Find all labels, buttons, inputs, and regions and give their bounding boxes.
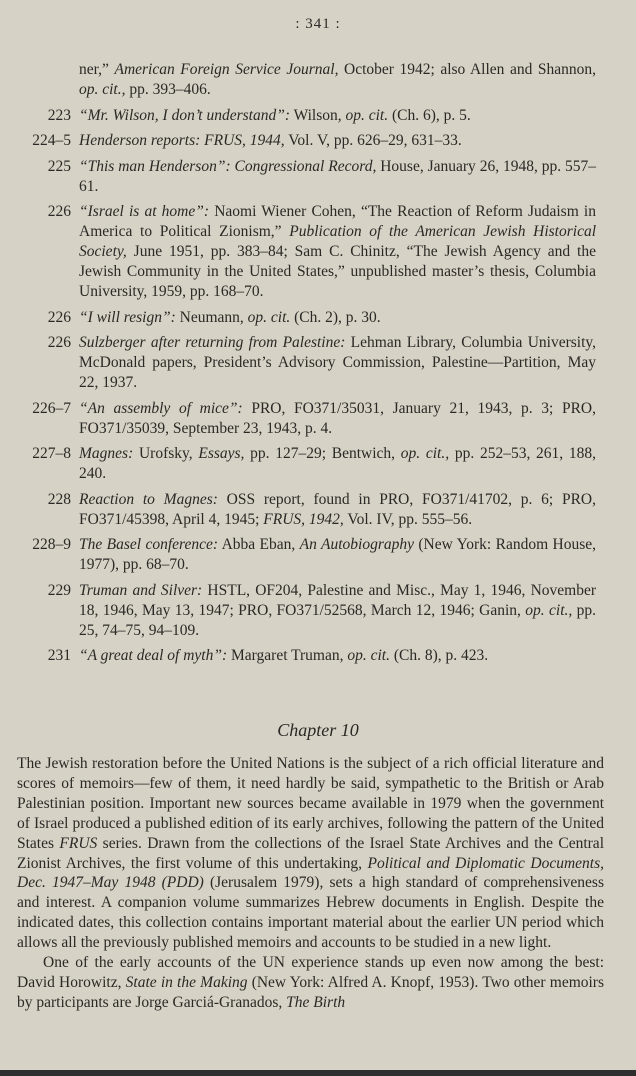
italic-text-run: FRUS [59,834,98,852]
endnote-entry [0,399,636,439]
text-run: Abba Eban, [218,536,300,553]
italic-text-run: “I will resign”: [79,308,176,326]
text-run: Margaret Truman, [227,647,348,664]
endnote-text [79,490,596,530]
text-run: OSS report, found in PRO, FO371/41702, p. 6; PRO, FO371/45398, April 4, 1945; [79,490,596,528]
endnote-page-ref: 227–8 [32,445,71,462]
endnote-text [79,646,596,666]
text-run: pp. 127–29; Bentwich, [244,445,401,462]
text-run: ner,” [79,61,115,78]
italic-text-run: “Mr. Wilson, I don’t understand”: [79,106,290,124]
italic-text-run: Political and Diplomatic Documents, Dec. 1947–May 1948 (PDD) [17,854,604,892]
italic-text-run: American Foreign Service Journal, [114,61,339,78]
italic-text-run: “Israel is at home”: [79,203,210,220]
italic-text-run: The Birth [286,993,346,1011]
endnote-entry [0,157,636,197]
text-run: PRO, FO371/35031, January 21, 1943, p. 3; PRO, FO371/35039, September 23, 1943, p. 4. [79,399,596,437]
chapter-body-text [17,754,604,1013]
endnote-text [79,131,596,151]
chapter-heading: Chapter 10 [277,720,359,740]
italic-text-run: op. cit. [247,308,291,326]
endnote-entry [0,106,636,126]
text-run: Naomi Wiener Cohen, “The Reaction of Reform Judaism in America to Political Zionism,” [79,203,596,240]
text-run: pp. 25, 74–75, 94–109. [79,601,596,639]
text-run: Wilson, [290,106,346,124]
endnote-page-ref: 223 [47,106,71,124]
endnote-entry [0,444,636,484]
endnote-text [79,444,596,484]
endnote-page-ref: 228–9 [32,536,71,553]
text-run: (Ch. 2), p. 30. [290,308,381,326]
text-run: pp. 252–53, 261, 188, 240. [79,445,596,482]
text-run: (New York: Alfred A. Knopf, 1953). Two other memoirs by participants are Jorge Garciá-Granados, [17,973,605,1011]
italic-text-run: Truman and Silver: [79,581,203,599]
italic-text-run: “An assembly of mice”: [79,399,243,417]
italic-text-run: The Basel conference: [79,536,219,553]
text-run: HSTL, OF204, Palestine and Misc., May 1, 1946, November 18, 1946, May 13, 1947; PRO, FO371/52568, March 12, 1946; Ganin, [79,581,596,619]
text-run: Urofsky, [133,445,199,462]
text-run: (New York: Random House, 1977), pp. 68–70. [79,536,597,573]
italic-text-run: State in the Making [125,973,248,991]
text-run: (Jerusalem 1979), sets a high standard of comprehensiveness and interest. A companion volume summarizes Hebrew documents in English. Despite the indicated dates, this collection contains important material about the earlier UN period which allows all the previously published memoirs and accounts to be studied in a new light. [17,874,604,952]
text-run: Neumann, [175,308,248,326]
italic-text-run: Magnes: [79,445,134,462]
endnote-text [79,60,596,100]
endnote-page-ref: 226–7 [32,399,71,417]
italic-text-run: Essays, [198,445,245,462]
italic-text-run: “A great deal of myth”: [79,647,228,664]
endnote-entry [0,535,636,575]
endnote-entry [0,308,636,328]
endnote-entry [0,646,636,666]
body-paragraph [17,754,604,953]
endnote-page-ref: 229 [47,581,71,599]
endnote-entry [0,333,636,393]
italic-text-run: “This man Henderson”: Congressional Record, [79,157,377,175]
text-run: The Jewish restoration before the United Nations is the subject of a rich official literature and scores of memoirs—few of them, it need hardly be said, sympathetic to the British or Arab Palestinian position. Important new sources became available in 1979 when the government of Israel produced a published edition of its early archives, following the pattern of the United States [17,755,604,852]
text-run: series. Drawn from the collections of the Israel State Archives and the Central Zionist Archives, the first volume of this undertaking, [17,834,604,872]
text-run: October 1942; also Allen and Shannon, [338,61,597,78]
endnote-page-ref: 228 [47,490,71,508]
italic-text-run: FRUS, 1942, [263,510,344,528]
text-run: June 1951, pp. 383–84; Sam C. Chinitz, “The Jewish Agency and the Jewish Community in the United States,” unpublished master’s thesis, Columbia University, 1959, pp. 168–70. [79,243,596,300]
text-run: One of the early accounts of the UN experience stands up even now among the best: David Horowitz, [17,954,604,991]
endnotes-list [0,60,636,672]
bottom-edge-bar [0,1070,636,1076]
endnote-page-ref: 226 [47,203,71,220]
text-run: pp. 393–406. [125,81,211,98]
italic-text-run: op. cit., [79,81,126,98]
endnote-page-ref: 231 [47,647,71,664]
text-run: (Ch. 6), p. 5. [388,106,471,124]
text-run: (Ch. 8), p. 423. [390,647,489,664]
endnote-page-ref: 226 [47,308,71,326]
endnote-page-ref [0,60,79,100]
text-run: Vol. V, pp. 626–29, 631–33. [284,132,462,149]
endnote-page-ref: 224–5 [32,132,71,149]
italic-text-run: An Autobiography [299,536,414,553]
body-paragraph [17,953,604,1013]
endnote-entry [0,581,636,641]
endnote-page-ref: 225 [47,157,71,175]
italic-text-run: op. cit., [525,601,573,619]
italic-text-run: op. cit. [347,647,390,664]
italic-text-run: op. cit. [345,106,389,124]
text-run: House, January 26, 1948, pp. 557–61. [79,157,597,195]
endnote-entry [0,60,636,100]
endnote-page-ref: 226 [47,334,71,351]
endnote-text [79,399,596,439]
text-run: Vol. IV, pp. 555–56. [343,510,473,528]
endnote-text [79,202,596,302]
page-number: : 341 : [295,16,341,32]
endnote-text [79,157,596,197]
italic-text-run: Publication of the American Jewish Historical Society, [79,223,597,260]
endnote-entry [0,131,636,151]
italic-text-run: Henderson reports: FRUS, 1944, [79,132,285,149]
endnote-text [79,535,596,575]
endnote-entry [0,490,636,530]
italic-text-run: Sulzberger after returning from Palestine: [79,334,346,351]
endnote-text [79,106,596,126]
endnote-entry [0,202,636,302]
text-run: Lehman Library, Columbia University, McDonald papers, President’s Advisory Commission, Palestine—Partition, May 22, 1937. [79,334,596,391]
italic-text-run: Reaction to Magnes: [79,490,218,508]
endnote-text [79,308,596,328]
italic-text-run: op. cit., [400,445,450,462]
endnote-text [79,333,596,393]
endnote-text [79,581,596,641]
